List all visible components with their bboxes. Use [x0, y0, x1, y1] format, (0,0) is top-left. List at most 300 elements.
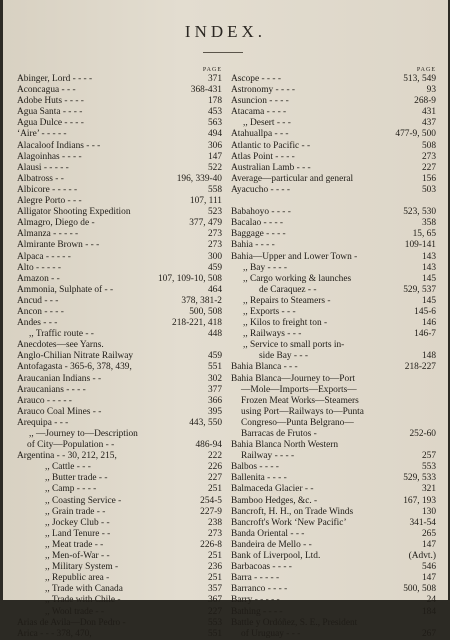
index-entry-pages: 178 — [207, 96, 222, 107]
index-entry — [231, 484, 436, 495]
index-entry-term: Bathing - - - - — [231, 606, 283, 617]
index-entry-pages: 226 — [207, 462, 222, 473]
index-entry-pages: 227-9 — [200, 506, 222, 517]
index-entry-pages: 273 — [207, 528, 222, 539]
index-entry-pages: 184 — [421, 606, 436, 617]
index-entry-term: Barra - - - - - — [231, 573, 280, 584]
index-entry-pages: 431 — [421, 107, 436, 118]
index-entry-pages: 24 — [426, 595, 436, 606]
index-entry-pages: 273 — [207, 229, 222, 240]
index-entry — [17, 96, 222, 107]
index-entry-term: Ancon - - - - — [17, 306, 64, 317]
index-entry-pages: 437 — [421, 118, 436, 129]
index-entry-pages: 251 — [207, 484, 222, 495]
index-entry-term: Barranco - - - - — [231, 584, 288, 595]
index-entry-pages: 236 — [207, 562, 222, 573]
index-entry-term: Araucanian Indians - - — [17, 373, 102, 384]
index-entry — [231, 440, 436, 451]
index-page — [3, 0, 448, 639]
index-entry-term: Albatross - - — [17, 173, 64, 184]
index-entry-term: ,, Military System - — [45, 562, 119, 573]
index-entry-term: Albicore - - - - - — [17, 184, 78, 195]
index-entry — [17, 629, 222, 640]
index-entry-term: Alausi - - - - - — [17, 162, 69, 173]
index-entry-pages: 251 — [207, 573, 222, 584]
index-entry-term: ,, Grain trade - - — [45, 506, 106, 517]
index-entry-term: of Uruguay - - - — [241, 628, 301, 639]
index-entry — [17, 129, 222, 140]
index-entry-term: ,, Cargo working & launches — [243, 273, 352, 284]
index-entry-term: Ascope - - - - — [231, 74, 281, 84]
index-entry-term: ,, Butter trade - - — [45, 473, 108, 484]
index-entry-pages: 107, 109-10, 508 — [157, 273, 222, 284]
index-entry-term: ,, Meat trade - - — [45, 539, 104, 550]
index-entry-pages: 145-6 — [414, 306, 436, 317]
index-column-left — [17, 66, 222, 640]
index-entry-pages: 477-9, 500 — [395, 129, 436, 140]
index-entry — [17, 484, 222, 495]
index-entry-term: Almanza - - - - - — [17, 229, 79, 240]
index-entry-pages: 546 — [421, 562, 436, 573]
index-entry-pages: 145 — [421, 273, 436, 284]
index-entry-term: ,, Republic area - — [45, 573, 110, 584]
index-entry — [231, 152, 436, 163]
index-entry-term: Alpaca - - - - - — [17, 251, 71, 262]
index-entry — [17, 562, 222, 573]
index-entry-term: Bancroft's Work ‘New Pacific’ — [231, 517, 347, 528]
index-entry-pages: 15, 65 — [412, 229, 436, 240]
index-entry-term: Arias de Avila—Don Pedro - — [17, 617, 126, 628]
index-entry — [231, 196, 436, 207]
index-entry — [231, 351, 436, 362]
index-entry-pages: 453 — [207, 107, 222, 118]
index-entry-pages: 522 — [207, 162, 222, 173]
index-entry-term: Battle y Ordóñez, S. E., President — [231, 617, 358, 628]
index-entry-term: Antofagasta - 365-6, 378, 439, — [17, 362, 132, 373]
index-entry — [231, 274, 436, 285]
index-entry — [17, 252, 222, 263]
index-entry-term: Balmaceda Glacier - - — [231, 484, 314, 495]
index-entry-term: Astronomy - - - - — [231, 85, 296, 96]
index-entry-term: ,, Trade with Canada — [45, 584, 123, 595]
index-entry-pages: 227 — [421, 162, 436, 173]
index-entry-pages: 143 — [421, 251, 436, 262]
index-entry-pages: 130 — [421, 506, 436, 517]
index-entry-pages: 302 — [207, 373, 222, 384]
index-entry — [231, 362, 436, 373]
index-entry-pages: 148 — [421, 351, 436, 362]
index-entry — [17, 540, 222, 551]
index-entry-term: Agua Dulce - - - - — [17, 118, 84, 129]
index-entry-term: Bacalao - - - - — [231, 218, 284, 229]
index-entry-term: ,, Railways - - - — [243, 329, 302, 340]
index-entry-pages: 558 — [207, 184, 222, 195]
index-entry-pages: 257 — [421, 451, 436, 462]
index-entry-pages: 563 — [207, 118, 222, 129]
index-entry — [17, 396, 222, 407]
index-entry-term: ,, Land Tenure - - — [45, 528, 111, 539]
index-entry — [17, 429, 222, 440]
index-entry — [231, 229, 436, 240]
index-entry — [231, 374, 436, 385]
index-entry-pages: 443, 550 — [189, 417, 222, 428]
index-entry — [231, 562, 436, 573]
index-entry — [231, 96, 436, 107]
index-entry-pages: 227 — [207, 473, 222, 484]
index-entry — [17, 473, 222, 484]
index-entry — [17, 329, 222, 340]
index-entry — [17, 362, 222, 373]
index-entry-term: Almirante Brown - - - — [17, 240, 100, 251]
index-entry-pages: 553 — [421, 462, 436, 473]
index-entry-pages: 146-7 — [414, 329, 436, 340]
index-entry-term: Bancroft, H. H., on Trade Winds — [231, 506, 354, 517]
index-entry — [231, 218, 436, 229]
index-entry — [231, 584, 436, 595]
index-entry-term: Bahia - - - - — [231, 240, 275, 251]
index-entry — [17, 595, 222, 606]
index-entry-term: Amazon - - — [17, 273, 60, 284]
index-entry — [231, 285, 436, 296]
index-entry — [17, 529, 222, 540]
index-entry — [231, 85, 436, 96]
index-entry-pages: 145 — [421, 295, 436, 306]
index-entry-term: ,, Traffic route - - — [29, 329, 94, 340]
index-entry-term: ,, Camp - - - - — [45, 484, 97, 495]
index-entry-pages: 529, 533 — [403, 473, 436, 484]
index-entry — [231, 429, 436, 440]
index-entry — [17, 584, 222, 595]
index-entry-pages: 147 — [421, 539, 436, 550]
index-entry — [17, 340, 222, 351]
index-entry-pages: 147 — [421, 573, 436, 584]
index-entry-pages: 143 — [421, 262, 436, 273]
index-entry-term: ,, Cattle - - - — [45, 462, 91, 473]
index-entry-term: Atacama - - - - — [231, 107, 287, 118]
index-entry-term: Banda Oriental - - - — [231, 528, 305, 539]
index-entry — [17, 385, 222, 396]
index-entry-term: Barracas de Frutos - — [241, 429, 317, 439]
index-entry-pages: 146 — [421, 318, 436, 329]
index-entry-term: Arica - - - 378, 470, — [17, 628, 92, 639]
index-entry — [231, 595, 436, 606]
index-entry — [17, 174, 222, 185]
index-entry-term: Arauco Coal Mines - - — [17, 406, 102, 417]
index-entry-pages: 357 — [207, 584, 222, 595]
index-entry-term: Alegre Porto - - - — [17, 196, 82, 207]
index-entry-term: Almagro, Diego de - — [17, 218, 95, 229]
index-entry-term: ,, —Journey to—Description — [29, 429, 138, 439]
index-entry-pages: 500, 508 — [403, 584, 436, 595]
index-entry-pages: 341-54 — [409, 517, 436, 528]
index-entry-term: Abinger, Lord - - - - — [17, 74, 93, 84]
index-entry-pages: 218-227 — [404, 362, 436, 373]
index-entry-pages: 267 — [421, 628, 436, 639]
index-entry-pages: 196, 339-40 — [176, 173, 222, 184]
index-entry-pages: 238 — [207, 517, 222, 528]
index-entry-pages: 551 — [207, 362, 222, 373]
index-entry-term: Anglo-Chilian Nitrate Railway — [17, 351, 134, 362]
index-entry-term: ,, Kilos to freight ton - — [243, 318, 328, 329]
index-entry-term: ,, Service to small ports in- — [243, 340, 345, 351]
index-entry-pages: 222 — [207, 451, 222, 462]
index-entry — [17, 218, 222, 229]
index-entry-term: of City—Population - - — [27, 440, 115, 451]
index-entry-term: Araucanians - - - - — [17, 384, 86, 395]
index-entry-term: Atlas Point - - - - — [231, 151, 295, 162]
index-entry-pages: 529, 537 — [403, 284, 436, 295]
index-entry — [17, 207, 222, 218]
index-entry-term: de Caraquez - - — [259, 284, 317, 295]
index-entry — [17, 551, 222, 562]
index-entry — [17, 518, 222, 529]
index-entry — [231, 618, 436, 629]
index-entry-term: Frozen Meat Works—Steamers — [241, 395, 359, 406]
index-entry — [17, 507, 222, 518]
index-entry — [17, 107, 222, 118]
index-entry-pages: 459 — [207, 262, 222, 273]
index-entry-pages: 523, 530 — [403, 207, 436, 218]
index-entry-pages: 377, 479 — [189, 218, 222, 229]
index-entry-pages: 265 — [421, 528, 436, 539]
index-entry — [17, 152, 222, 163]
index-entry-pages: 377 — [207, 384, 222, 395]
index-entry — [17, 185, 222, 196]
index-entry-term: Bahia—Upper and Lower Town - — [231, 251, 358, 262]
index-entry-pages: 553 — [207, 617, 222, 628]
index-entry-pages: 513, 549 — [403, 74, 436, 84]
index-entry-term: Atlantic to Pacific - - — [231, 140, 311, 151]
index-entry-term: side Bay - - - — [259, 351, 308, 362]
index-entry — [231, 240, 436, 251]
index-entry — [17, 451, 222, 462]
index-entry — [17, 573, 222, 584]
index-entry-pages: 226-8 — [200, 539, 222, 550]
index-entry-term: Babahoyo - - - - — [231, 207, 291, 218]
index-entry-term: Congreso—Punta Belgrano— — [241, 417, 354, 428]
index-entry-pages: 448 — [207, 329, 222, 340]
index-entry-term: Bahia Blanca—Journey to—Port — [231, 373, 355, 384]
index-entry-term: ,, Men-of-War - - — [45, 551, 110, 562]
index-entry-term: Alacaloof Indians - - - — [17, 140, 101, 151]
index-entry-pages: 486-94 — [195, 440, 222, 451]
index-entry — [17, 196, 222, 207]
index-entry — [17, 407, 222, 418]
index-entry — [231, 141, 436, 152]
index-entry-term: Atahuallpa - - - — [231, 129, 289, 140]
index-entry-pages: 107, 111 — [189, 196, 222, 207]
index-entry — [17, 74, 222, 85]
index-entry-pages: 109-141 — [404, 240, 436, 251]
index-entry — [231, 573, 436, 584]
page-title: INDEX. — [184, 22, 267, 41]
index-entry-term: Baggage - - - - — [231, 229, 286, 240]
index-entry — [17, 141, 222, 152]
index-entry — [17, 85, 222, 96]
index-entry-pages: 494 — [207, 129, 222, 140]
index-entry-pages: 147 — [207, 151, 222, 162]
index-entry — [17, 374, 222, 385]
index-entry — [231, 74, 436, 85]
index-entry — [17, 496, 222, 507]
index-entry-term: Alagoinhas - - - - — [17, 151, 82, 162]
index-entry — [17, 318, 222, 329]
index-entry-pages: 367 — [207, 595, 222, 606]
index-column-right — [231, 66, 436, 640]
index-entry-pages: 500, 508 — [189, 306, 222, 317]
index-entry-term: ,, Jockey Club - - — [45, 517, 110, 528]
index-entry-term: ,, Trade with Chile - — [45, 595, 121, 606]
index-entry-term: Alligator Shooting Expedition — [17, 207, 131, 218]
index-entry — [17, 307, 222, 318]
index-entry — [17, 229, 222, 240]
index-entry — [231, 629, 436, 640]
index-entry — [231, 252, 436, 263]
index-entry-term: Bahia Blanca North Western — [231, 440, 339, 451]
index-entry-term: ,, Exports - - - — [243, 306, 296, 317]
index-entry — [231, 473, 436, 484]
index-entry-pages: 252-60 — [409, 429, 436, 439]
index-entry-pages: 300 — [207, 251, 222, 262]
index-entry-pages: 395 — [207, 406, 222, 417]
index-entry-term: Average—particular and general — [231, 173, 354, 184]
index-entry-term: Barbacoas - - - - — [231, 562, 292, 573]
index-entry-pages: 551 — [207, 628, 222, 639]
index-entry-term: Bandeira de Mello - - — [231, 539, 312, 550]
index-entry — [17, 285, 222, 296]
index-entry-term: Bank of Liverpool, Ltd. — [231, 551, 321, 562]
index-entry-term: Barry - - - - - — [231, 595, 280, 606]
index-entry-pages: 464 — [207, 284, 222, 295]
index-entry — [17, 607, 222, 618]
page-column-header: PAGE — [416, 67, 436, 73]
index-entry-pages: 368-431 — [190, 85, 222, 96]
index-entry — [231, 540, 436, 551]
index-entry — [17, 296, 222, 307]
index-entry-term: ,, Coasting Service - — [45, 495, 122, 506]
index-entry-term: Balbos - - - - — [231, 462, 279, 473]
index-entry — [231, 407, 436, 418]
index-entry — [17, 351, 222, 362]
index-entry — [231, 118, 436, 129]
index-entry-term: Adobe Huts - - - - — [17, 96, 84, 107]
index-entry-term: Australian Lamb - - - — [231, 162, 311, 173]
index-entry-term: Argentina - - 30, 212, 215, — [17, 451, 117, 462]
index-entry — [231, 507, 436, 518]
title-rule — [203, 52, 243, 53]
index-entry-pages: 273 — [207, 240, 222, 251]
index-entry-term: Bamboo Hedges, &c. - — [231, 495, 318, 506]
index-entry-pages: 254-5 — [200, 495, 222, 506]
index-entry-term: Ancud - - - — [17, 295, 59, 306]
index-entry-term: ,, Bay - - - - — [243, 262, 287, 273]
index-entry — [17, 274, 222, 285]
index-entry — [231, 496, 436, 507]
index-entry — [231, 396, 436, 407]
index-entry-term: Ammonia, Sulphate of - - — [17, 284, 114, 295]
index-entry-term: ‘Aire’ - - - - - — [17, 129, 67, 140]
index-entry — [231, 418, 436, 429]
index-entry — [231, 174, 436, 185]
index-entry — [17, 240, 222, 251]
index-entry-pages: 227 — [207, 606, 222, 617]
index-entry-term: Anecdotes—see Yarns. — [17, 340, 104, 351]
index-entry-pages: 371 — [207, 74, 222, 84]
index-entry — [231, 340, 436, 351]
index-entry-pages: (Advt.) — [408, 551, 436, 562]
index-entry-pages: 523 — [207, 207, 222, 218]
index-entry-term: Asuncion - - - - — [231, 96, 289, 107]
index-entry — [17, 263, 222, 274]
index-entry — [231, 107, 436, 118]
index-entry-term: ,, Wool trade - - — [45, 606, 104, 617]
index-entry — [231, 185, 436, 196]
index-entry — [17, 440, 222, 451]
index-entry-term: Arauco - - - - - — [17, 395, 72, 406]
index-entry-term: Ballenita - - - - — [231, 473, 287, 484]
page-column-header: PAGE — [202, 67, 222, 73]
index-entry — [231, 307, 436, 318]
index-entry-pages: 268-9 — [414, 96, 436, 107]
index-entry-term: Ayacucho - - - - — [231, 184, 291, 195]
index-entry-term: ,, Desert - - - — [243, 118, 291, 129]
index-entry — [231, 263, 436, 274]
index-entry — [231, 207, 436, 218]
index-entry-pages: 167, 193 — [403, 495, 436, 506]
index-entry-pages: 459 — [207, 351, 222, 362]
index-entry-term: Railway - - - - — [241, 451, 295, 462]
index-entry — [231, 518, 436, 529]
index-entry — [231, 607, 436, 618]
index-entry — [17, 163, 222, 174]
index-entry-term: Alto - - - - - — [17, 262, 61, 273]
index-entry — [231, 551, 436, 562]
index-entry-term: using Port—Railways to—Punta — [241, 406, 364, 417]
index-entry-pages: 378, 381-2 — [181, 295, 222, 306]
index-entry-pages: 218-221, 418 — [172, 318, 222, 329]
index-entry — [17, 418, 222, 429]
index-entry — [231, 385, 436, 396]
index-entry — [231, 529, 436, 540]
index-entry — [17, 462, 222, 473]
index-entry — [231, 329, 436, 340]
index-entry-pages: 273 — [421, 151, 436, 162]
index-entry — [231, 163, 436, 174]
index-entry-pages: 321 — [421, 484, 436, 495]
index-entry — [231, 129, 436, 140]
index-entry-pages: 358 — [421, 218, 436, 229]
index-entry — [17, 618, 222, 629]
index-entry-pages: 508 — [421, 140, 436, 151]
index-entry-pages: 366 — [207, 395, 222, 406]
index-entry-pages: 93 — [426, 85, 436, 96]
index-entry — [231, 451, 436, 462]
index-entry — [231, 296, 436, 307]
index-entry-term: —Mole—Imports—Exports— — [241, 384, 357, 395]
index-entry-term: Arequipa - - - — [17, 417, 69, 428]
index-entry-pages: 156 — [421, 173, 436, 184]
index-entry-pages: 503 — [421, 184, 436, 195]
index-entry-term: ,, Repairs to Steamers - — [243, 295, 331, 306]
index-entry-term: Aconcagua - - - — [17, 85, 76, 96]
index-entry — [231, 462, 436, 473]
index-entry — [17, 118, 222, 129]
index-entry-pages: 251 — [207, 551, 222, 562]
index-entry-term: Agua Santa - - - - — [17, 107, 83, 118]
index-entry-pages: 306 — [207, 140, 222, 151]
index-entry — [231, 318, 436, 329]
index-entry-term: Bahia Blanca - - - — [231, 362, 298, 373]
